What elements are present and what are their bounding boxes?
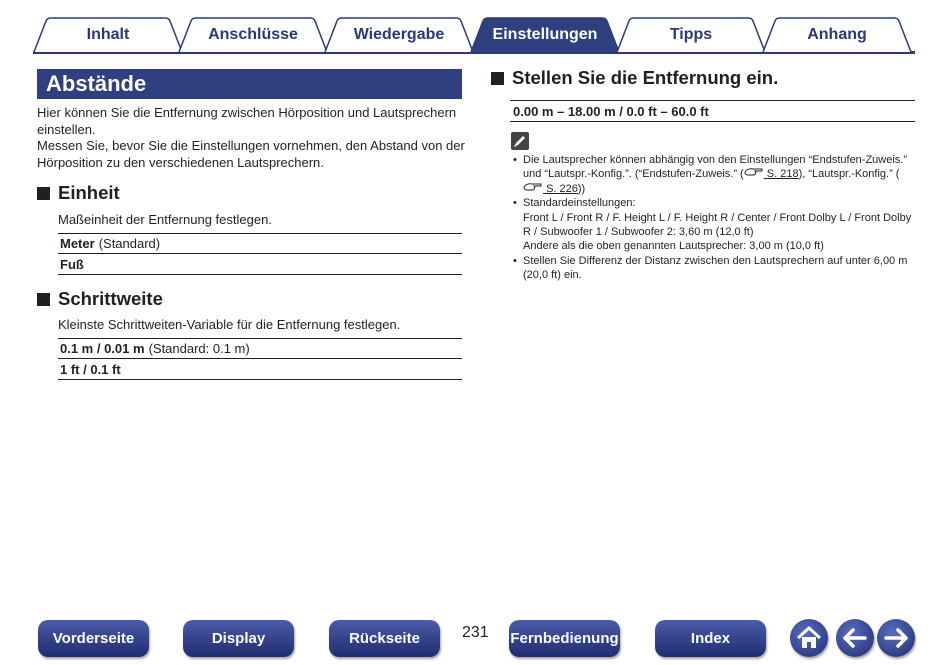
- tab-label: Inhalt: [86, 25, 130, 43]
- einheit-desc: Maßeinheit der Entfernung festlegen.: [58, 212, 272, 227]
- forward-arrow-button[interactable]: [877, 619, 915, 657]
- right-title-text: Stellen Sie die Entfernung ein.: [512, 67, 779, 88]
- note-pencil-icon: [511, 132, 529, 150]
- right-title: [491, 67, 778, 89]
- notes-list: [513, 153, 913, 283]
- einheit-option-fuss: [58, 254, 462, 275]
- home-icon: [790, 619, 828, 657]
- tab-tipps[interactable]: [616, 17, 766, 52]
- page-ref-text: S. 226: [546, 182, 578, 195]
- square-bullet-icon: [491, 72, 504, 85]
- arrow-right-icon: [877, 619, 915, 657]
- note-item-3: [513, 254, 913, 283]
- schrittweite-desc: Kleinste Schrittweiten-Variable für die Entfernung festlegen.: [58, 317, 401, 332]
- option-label: 0.1 m / 0.01 m: [60, 341, 145, 356]
- square-bullet-icon: [37, 293, 50, 306]
- option-note: (Standard): [98, 236, 161, 251]
- einheit-option-meter: [58, 233, 462, 254]
- note-text: Die Lautsprecher können abhängig von den Einstellungen “Endstufen-Zuweis.” und “Lautspr.-Konfig.”. (“Endstufen-Zuweis.” (: [523, 154, 908, 181]
- note-text: Stellen Sie Differenz der Distanz zwischen den Lautsprechern auf unter 6,00 m (20,0 ft) ein.: [523, 254, 908, 282]
- section-heading-bar: [37, 69, 462, 99]
- tab-bar: [33, 17, 915, 54]
- einheit-title: [37, 182, 120, 204]
- note-text: Front L / Front R / F. Height L / F. Height R / Center / Front Dolby L / Front Dolby R / Subwoofer 1 / Subwoofer 2: 3,60 m (12,0 ft): [523, 211, 912, 239]
- arrow-left-icon: [836, 619, 874, 657]
- intro-paragraph-2: Messen Sie, bevor Sie die Einstellungen vornehmen, den Abstand von der Hörposition zu den verschiedenen Lautsprechern.: [37, 138, 465, 170]
- option-label: Meter: [60, 236, 95, 251]
- intro-text: [37, 105, 465, 171]
- einheit-options: [58, 233, 462, 275]
- page-ref-link-218[interactable]: [744, 168, 799, 180]
- tab-label: Einstellungen: [492, 25, 598, 43]
- option-label: 1 ft / 0.1 ft: [60, 361, 121, 377]
- note-text: ), “Lautspr.-Konfig.” (: [798, 168, 900, 181]
- tab-inhalt[interactable]: [33, 17, 183, 52]
- front-panel-button[interactable]: Vorderseite: [38, 620, 149, 657]
- pointing-hand-icon: [744, 167, 764, 181]
- back-arrow-button[interactable]: [836, 619, 874, 657]
- tab-einstellungen[interactable]: [470, 17, 620, 52]
- schrittweite-option-metric: [58, 338, 462, 359]
- rear-panel-button[interactable]: Rückseite: [329, 620, 440, 657]
- schrittweite-title-text: Schrittweite: [58, 288, 163, 309]
- schrittweite-option-imperial: [58, 359, 462, 380]
- tab-wiedergabe[interactable]: [324, 17, 474, 52]
- tab-label: Tipps: [669, 25, 713, 43]
- note-text: )): [577, 182, 586, 195]
- tab-label: Wiedergabe: [353, 25, 445, 43]
- note-item-1: [513, 153, 913, 196]
- home-button[interactable]: [790, 619, 828, 657]
- page-number: 231: [462, 624, 489, 641]
- value-range: 0.00 m – 18.00 m / 0.0 ft – 60.0 ft: [510, 100, 915, 122]
- page-ref-text: S. 218: [766, 168, 799, 181]
- intro-paragraph-1: Hier können Sie die Entfernung zwischen Hörposition und Lautsprechern einstellen.: [37, 105, 457, 137]
- note-item-2: [513, 196, 913, 254]
- square-bullet-icon: [37, 187, 50, 200]
- section-heading: Abstände: [46, 71, 147, 96]
- page-ref-link-226[interactable]: [523, 183, 578, 195]
- option-label: Fuß: [60, 256, 84, 272]
- remote-control-button[interactable]: Fernbedienung: [509, 620, 620, 657]
- tab-anhang[interactable]: [762, 17, 912, 52]
- pointing-hand-icon: [523, 182, 543, 196]
- schrittweite-options: [58, 338, 462, 380]
- option-note: (Standard: 0.1 m): [148, 341, 250, 356]
- tab-label: Anschlüsse: [208, 25, 298, 43]
- einheit-title-text: Einheit: [58, 182, 120, 203]
- index-button[interactable]: Index: [655, 620, 766, 657]
- schrittweite-title: [37, 288, 163, 310]
- display-button[interactable]: Display: [183, 620, 294, 657]
- note-text: Andere als die oben genannten Lautsprecher: 3,00 m (10,0 ft): [523, 240, 824, 253]
- tab-anschl-sse[interactable]: [178, 17, 328, 52]
- note-text: • Standardeinstellungen:: [523, 197, 636, 210]
- tab-label: Anhang: [807, 25, 867, 43]
